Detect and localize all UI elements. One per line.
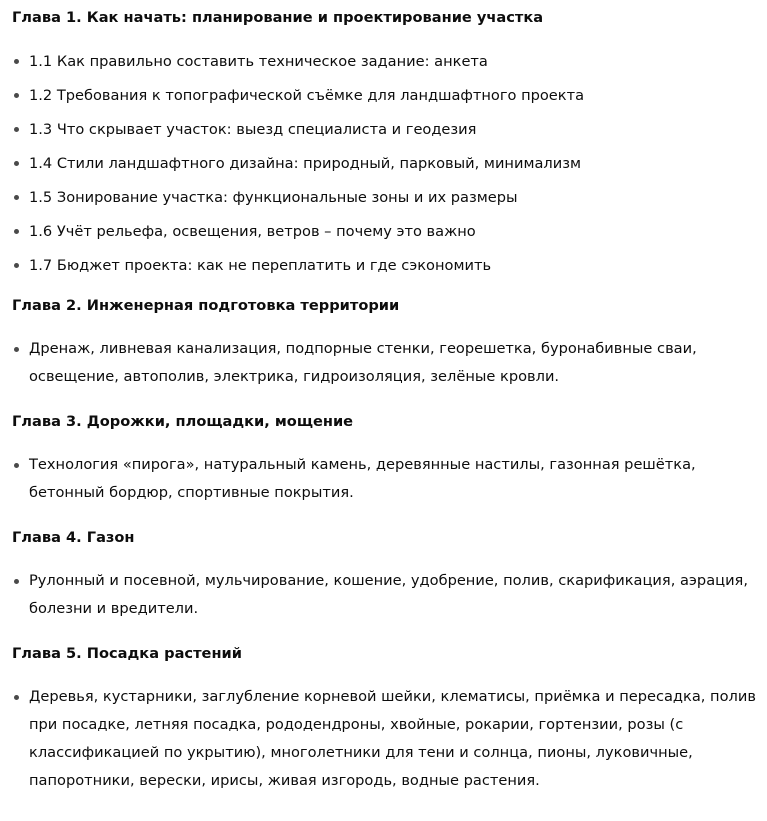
bullet-icon bbox=[14, 229, 19, 234]
chapter-4-heading: Глава 4. Газон bbox=[12, 529, 135, 546]
chapter-3-heading: Глава 3. Дорожки, площадки, мощение bbox=[12, 413, 354, 430]
list-item-text: 1.2 Требования к топографической съёмке для ландшафтного проекта bbox=[29, 87, 585, 104]
bullet-icon bbox=[14, 161, 19, 166]
chapter-1-list bbox=[12, 47, 757, 285]
list-item-text: Технология «пирога», натуральный камень, деревянные настилы, газонная решётка, бетонный бордюр, спортивные покрытия. bbox=[29, 456, 696, 501]
list-item bbox=[12, 251, 757, 285]
bullet-icon bbox=[14, 59, 19, 64]
list-item-text: 1.3 Что скрывает участок: выезд специалиста и геодезия bbox=[29, 121, 477, 138]
chapter-1-heading: Глава 1. Как начать: планирование и проектирование участка bbox=[12, 9, 544, 26]
list-item-text: Дренаж, ливневая канализация, подпорные стенки, георешетка, буронабивные сваи, освещение, автополив, электрика, гидроизоляция, зелёные кровли. bbox=[29, 340, 697, 385]
chapter-2-heading: Глава 2. Инженерная подготовка территории bbox=[12, 297, 400, 314]
list-item bbox=[12, 335, 757, 391]
list-item bbox=[12, 567, 757, 623]
list-item-text: 1.4 Стили ландшафтного дизайна: природный, парковый, минимализм bbox=[29, 155, 581, 172]
bullet-icon bbox=[14, 579, 19, 584]
bullet-icon bbox=[14, 127, 19, 132]
chapter-5-list bbox=[12, 683, 757, 795]
list-item bbox=[12, 149, 757, 183]
list-item bbox=[12, 451, 757, 507]
list-item-text: Рулонный и посевной, мульчирование, кошение, удобрение, полив, скарификация, аэрация, болезни и вредители. bbox=[29, 572, 748, 617]
chapter-3-list bbox=[12, 451, 757, 507]
list-item-text: 1.1 Как правильно составить техническое задание: анкета bbox=[29, 53, 488, 70]
list-item bbox=[12, 115, 757, 149]
list-item-text: 1.7 Бюджет проекта: как не переплатить и где сэкономить bbox=[29, 257, 492, 274]
bullet-icon bbox=[14, 463, 19, 468]
bullet-icon bbox=[14, 93, 19, 98]
list-item bbox=[12, 683, 757, 795]
list-item bbox=[12, 81, 757, 115]
bullet-icon bbox=[14, 195, 19, 200]
bullet-icon bbox=[14, 347, 19, 352]
list-item-text: 1.6 Учёт рельефа, освещения, ветров – почему это важно bbox=[29, 223, 476, 240]
chapter-2-list bbox=[12, 335, 757, 391]
list-item-text: 1.5 Зонирование участка: функциональные зоны и их размеры bbox=[29, 189, 518, 206]
bullet-icon bbox=[14, 263, 19, 268]
list-item bbox=[12, 47, 757, 81]
list-item bbox=[12, 217, 757, 251]
list-item bbox=[12, 183, 757, 217]
list-item-text: Деревья, кустарники, заглубление корневой шейки, клематисы, приёмка и пересадка, полив при посадке, летняя посадка, рододендроны, хвойные, рокарии, гортензии, розы (с классификацией по укрытию), многолетники для тени и солнца, пионы, луковичные, папоротники, верески, ирисы, живая изгородь, водные растения. bbox=[29, 688, 756, 789]
bullet-icon bbox=[14, 695, 19, 700]
chapter-5-heading: Глава 5. Посадка растений bbox=[12, 645, 242, 662]
chapter-4-list bbox=[12, 567, 757, 623]
